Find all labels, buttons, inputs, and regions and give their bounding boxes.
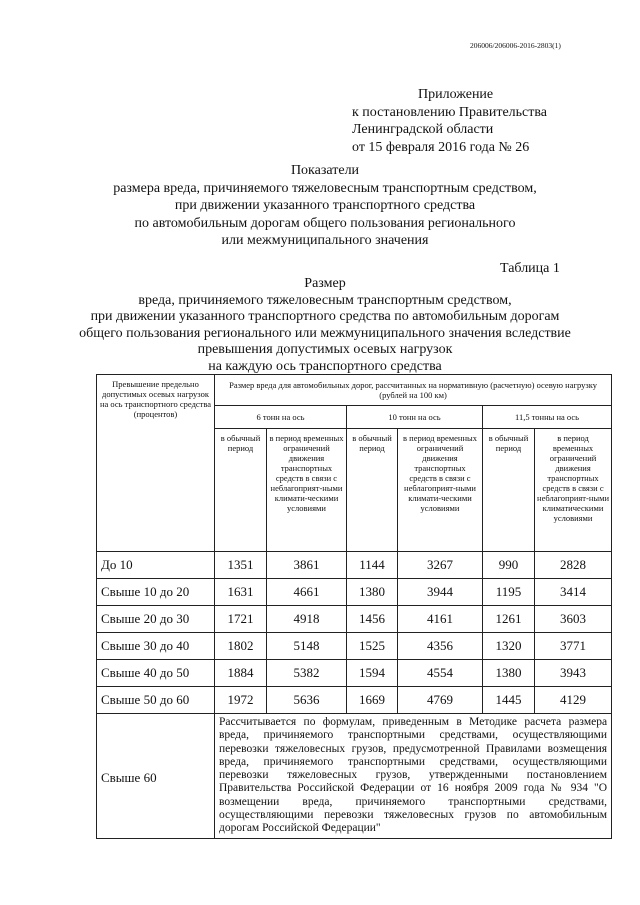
value-cell: 1351 (215, 552, 267, 579)
document-id: 206006/206006-2016-2803(1) (470, 41, 561, 50)
table-caption (40, 276, 610, 375)
header-restriction-period: в период временных ограничений движения транспортных средств в связи с неблагоприят-ными климати-ческими условиями (267, 429, 347, 552)
row-label: Свыше 30 до 40 (97, 633, 215, 660)
value-cell: 1721 (215, 606, 267, 633)
row-label: Свыше 40 до 50 (97, 660, 215, 687)
table-row (97, 606, 612, 633)
appendix-line: Приложение (418, 87, 494, 102)
value-cell: 3944 (398, 579, 483, 606)
title-line: Показатели (290, 163, 360, 178)
row-label: До 10 (97, 552, 215, 579)
value-cell: 1594 (347, 660, 398, 687)
value-cell: 1144 (347, 552, 398, 579)
value-cell: 1380 (483, 660, 535, 687)
value-cell: 5636 (267, 687, 347, 714)
row-label: Свыше 20 до 30 (97, 606, 215, 633)
value-cell: 1631 (215, 579, 267, 606)
appendix-line: от 15 февраля 2016 года № 26 (352, 139, 530, 155)
caption-line: на каждую ось транспортного средства (208, 358, 442, 374)
value-cell: 1380 (347, 579, 398, 606)
value-cell: 1195 (483, 579, 535, 606)
value-cell: 4769 (398, 687, 483, 714)
appendix-block (352, 86, 547, 156)
header-load-10t: 10 тонн на ось (347, 406, 483, 429)
value-cell: 1525 (347, 633, 398, 660)
header-restriction-period: в период временных ограничений движения транспортных средств в связи с неблагоприят-ными климати-ческими условиями (398, 429, 483, 552)
value-cell: 1669 (347, 687, 398, 714)
header-normal-period: в обычный период (215, 429, 267, 552)
table-label: Таблица 1 (500, 261, 560, 276)
caption-line: при движении указанного транспортного средства по автомобильным дорогам (90, 309, 560, 324)
row-label: Свыше 10 до 20 (97, 579, 215, 606)
value-cell: 1802 (215, 633, 267, 660)
value-cell: 990 (483, 552, 535, 579)
value-cell: 5382 (267, 660, 347, 687)
value-cell: 1445 (483, 687, 535, 714)
header-normal-period: в обычный период (347, 429, 398, 552)
calculation-note: Рассчитывается по формулам, приведенным в Методике расчета размера вреда, причиняемого транспортными средствами, осуществляющими перевозки тяжеловесных грузов, предусмотренной Правилами возмещения вреда, причиняемого транспортными средствами, осуществляющими перевозки тяжеловесных грузов, утвержденными постановлением Правительства Российской Федерации от 16 ноября 2009 года № 934 "О возмещении вреда, причиняемого транспортными средствами, осуществляющими перевозки тяжеловесных грузов по автомобильным дорогам Российской Федерации" (215, 714, 612, 839)
damage-table (96, 374, 612, 839)
header-excess: Превышение предельно допустимых осевых нагрузок на ось транспортного средства (процентов) (97, 375, 215, 552)
value-cell: 3267 (398, 552, 483, 579)
value-cell: 1972 (215, 687, 267, 714)
caption-line: Размер (304, 276, 346, 291)
value-cell: 3603 (535, 606, 612, 633)
caption-line: превышения допустимых осевых нагрузок (197, 342, 453, 357)
value-cell: 1884 (215, 660, 267, 687)
value-cell: 3771 (535, 633, 612, 660)
value-cell: 4356 (398, 633, 483, 660)
value-cell: 4161 (398, 606, 483, 633)
appendix-line: Ленинградской области (352, 122, 494, 137)
header-load-11-5t: 11,5 тонны на ось (483, 406, 612, 429)
value-cell: 4661 (267, 579, 347, 606)
header-load-6t: 6 тонн на ось (215, 406, 347, 429)
title-line: при движении указанного транспортного средства (174, 198, 476, 213)
value-cell: 1456 (347, 606, 398, 633)
title-line: или межмуниципального значения (221, 233, 429, 248)
table-row (97, 660, 612, 687)
row-label: Свыше 50 до 60 (97, 687, 215, 714)
table-row (97, 714, 612, 839)
value-cell: 1320 (483, 633, 535, 660)
value-cell: 2828 (535, 552, 612, 579)
caption-line: вреда, причиняемого тяжеловесным транспортным средством, (138, 292, 512, 308)
header-damage-size: Размер вреда для автомобильных дорог, рассчитанных на нормативную (расчетную) осевую нагрузку (рублей на 100 км) (215, 375, 612, 406)
value-cell: 4129 (535, 687, 612, 714)
title-line: по автомобильным дорогам общего пользования регионального (134, 215, 516, 231)
value-cell: 3861 (267, 552, 347, 579)
caption-line: общего пользования регионального или межмуниципального значения вследствие (79, 325, 571, 341)
header-normal-period: в обычный период (483, 429, 535, 552)
table-row (97, 552, 612, 579)
value-cell: 4918 (267, 606, 347, 633)
appendix-line: к постановлению Правительства (352, 104, 548, 120)
header-restriction-period: в период временных ограничений движения транспортных средств в связи с неблагоприят-ными климатическими условиями (535, 429, 612, 552)
value-cell: 3414 (535, 579, 612, 606)
value-cell: 3943 (535, 660, 612, 687)
table-row (97, 579, 612, 606)
table-row (97, 687, 612, 714)
value-cell: 5148 (267, 633, 347, 660)
value-cell: 1261 (483, 606, 535, 633)
value-cell: 4554 (398, 660, 483, 687)
table-row (97, 633, 612, 660)
document-title (40, 162, 610, 250)
title-line: размера вреда, причиняемого тяжеловесным транспортным средством, (113, 180, 537, 196)
row-label: Свыше 60 (97, 714, 215, 839)
